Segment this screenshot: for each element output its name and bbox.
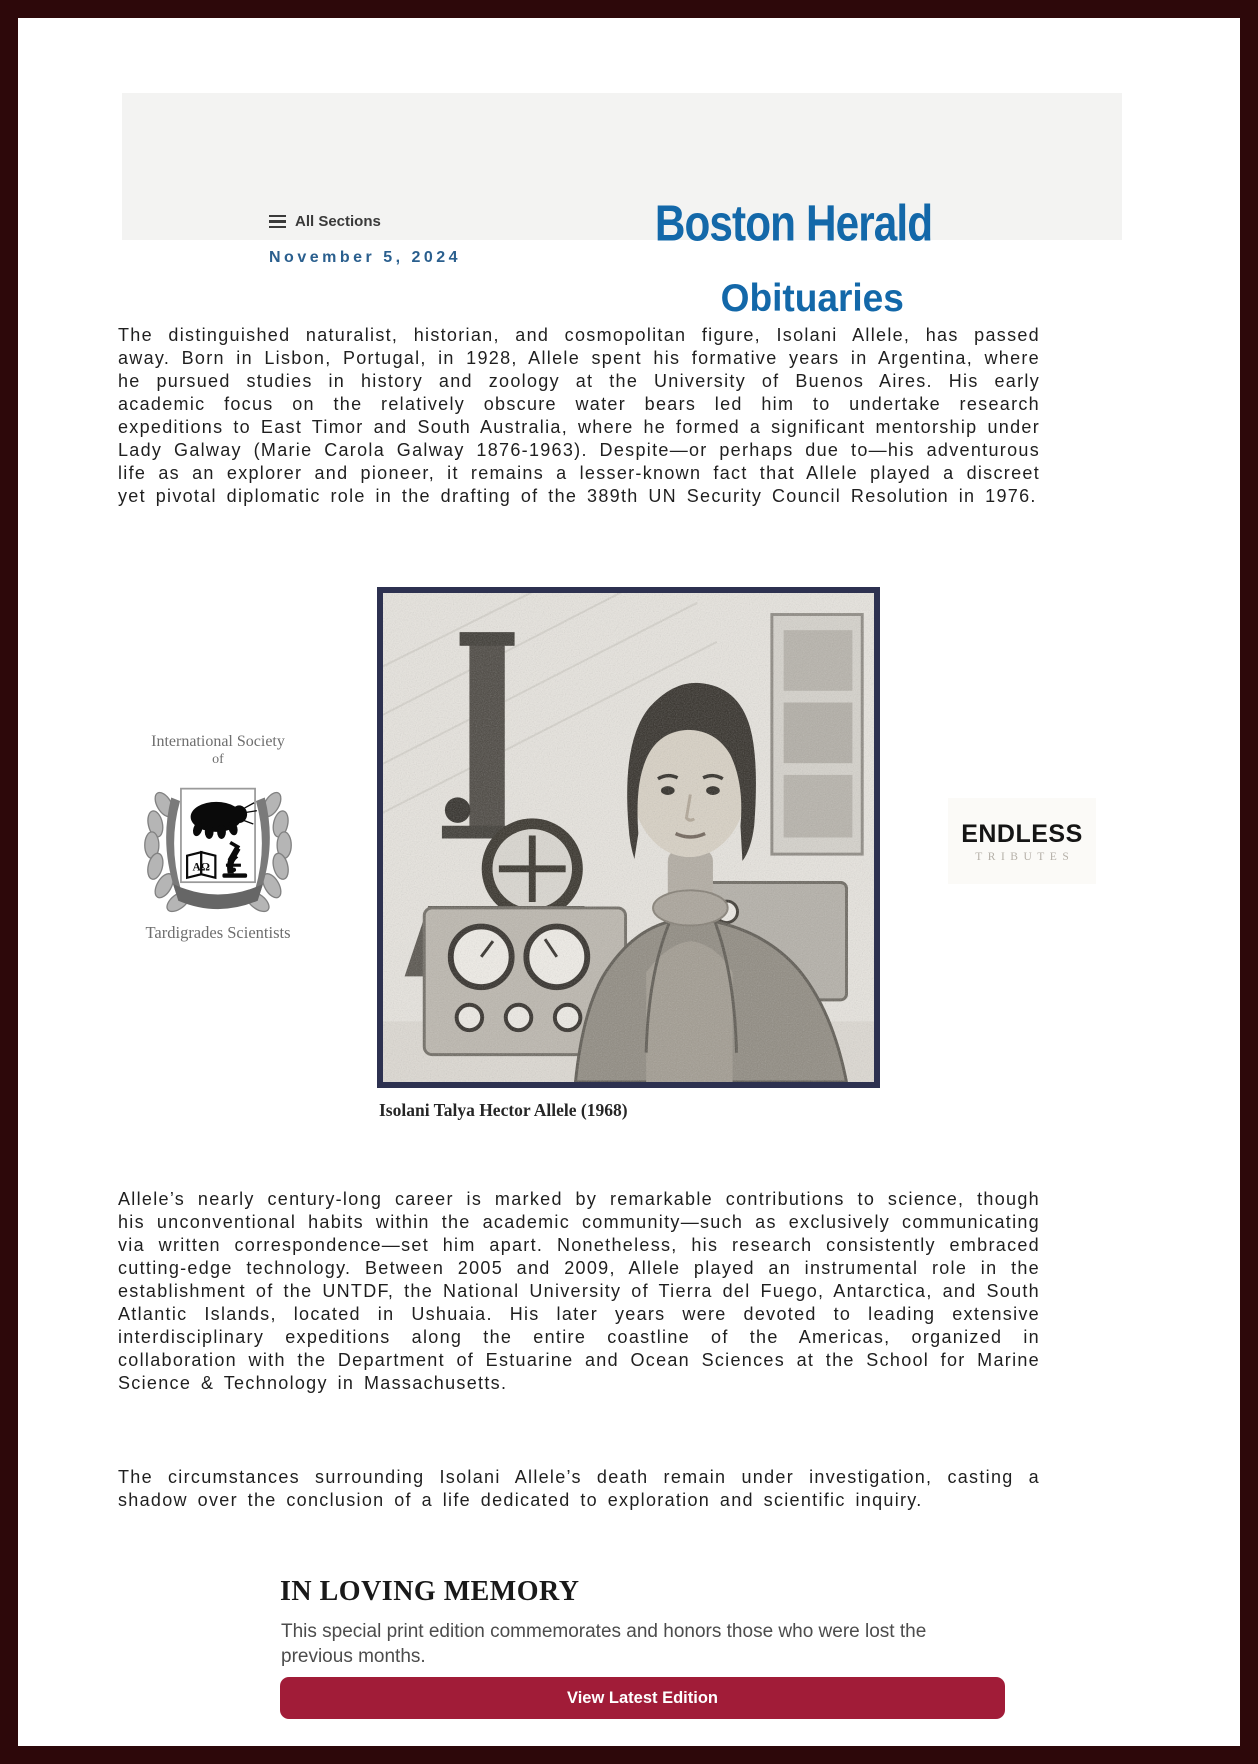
obituaries-section-title: Obituaries bbox=[720, 277, 904, 320]
tributes-line1: ENDLESS bbox=[961, 819, 1083, 848]
ribbon bbox=[173, 884, 263, 909]
memorial-body-text: This special print edition commemorates and honors those who were lost the previous months. bbox=[281, 1621, 927, 1667]
all-sections-label: All Sections bbox=[295, 213, 381, 230]
society-title-line1: International Society bbox=[151, 733, 285, 750]
endless-tributes-logo[interactable] bbox=[948, 798, 1096, 884]
hamburger-icon bbox=[269, 215, 286, 229]
society-subtitle: Tardigrades Scientists bbox=[145, 923, 291, 942]
view-latest-edition-button[interactable]: View Latest Edition bbox=[280, 1677, 1005, 1719]
tributes-line2: TRIBUTES bbox=[975, 850, 1075, 863]
society-crest-icon bbox=[133, 771, 303, 921]
boston-herald-logo[interactable]: Boston Herald bbox=[654, 194, 932, 252]
photo-caption: Isolani Talya Hector Allele (1968) bbox=[379, 1100, 628, 1120]
portrait-photo bbox=[377, 587, 880, 1088]
obituary-paragraph-1: The distinguished naturalist, historian, and cosmopolitan figure, Isolani Allele, has passed away. Born in Lisbon, Portugal, in 1928, Allele spent his formative years in Argentina, where he pursued studies in history and zoology at the University of Buenos Aires. His early academic focus on the relatively obscure water bears led him to undertake research expeditions to East Timor and South Australia, where he formed a significant mentorship under Lady Galway (Marie Carola Galway 1876-1963). Despite—or perhaps due to—his adventurous life as an explorer and pioneer, it remains a lesser-known fact that Allele played a discreet yet pivotal diplomatic role in the drafting of the 389th UN Security Council Resolution in 1976. bbox=[118, 325, 1040, 506]
obituary-paragraph-2: Allele’s nearly century-long career is marked by remarkable contributions to science, though his unconventional habits within the academic community—such as exclusively communicating via written correspondence—set him apart. Nonetheless, his research consistently embraced cutting-edge technology. Between 2005 and 2009, Allele played an instrumental role in the establishment of the UNTDF, the National University of Tierra del Fuego, Antarctica, and South Atlantic Islands, located in Ushuaia. His later years were devoted to leading extensive interdisciplinary expeditions along the entire coastline of the Americas, organized in collaboration with the Department of Estuarine and Ocean Sciences at the School for Marine Science & Technology in Massachusetts. bbox=[118, 1189, 1040, 1393]
svg-text:ΑΩ: ΑΩ bbox=[192, 861, 210, 874]
obituary-paragraph-3: The circumstances surrounding Isolani Allele’s death remain under investigation, casting a shadow over the conclusion of a life dedicated to exploration and scientific inquiry. bbox=[118, 1467, 1040, 1510]
alpha-omega-book-icon bbox=[187, 852, 215, 878]
memorial-heading: IN LOVING MEMORY bbox=[280, 1576, 580, 1607]
society-title-line2: of bbox=[212, 752, 224, 767]
portrait-photo-illustration bbox=[383, 593, 874, 1082]
edition-date: November 5, 2024 bbox=[269, 249, 462, 266]
all-sections-menu[interactable] bbox=[269, 213, 381, 230]
tardigrade-society-logo bbox=[112, 733, 324, 943]
masthead bbox=[122, 93, 1122, 320]
